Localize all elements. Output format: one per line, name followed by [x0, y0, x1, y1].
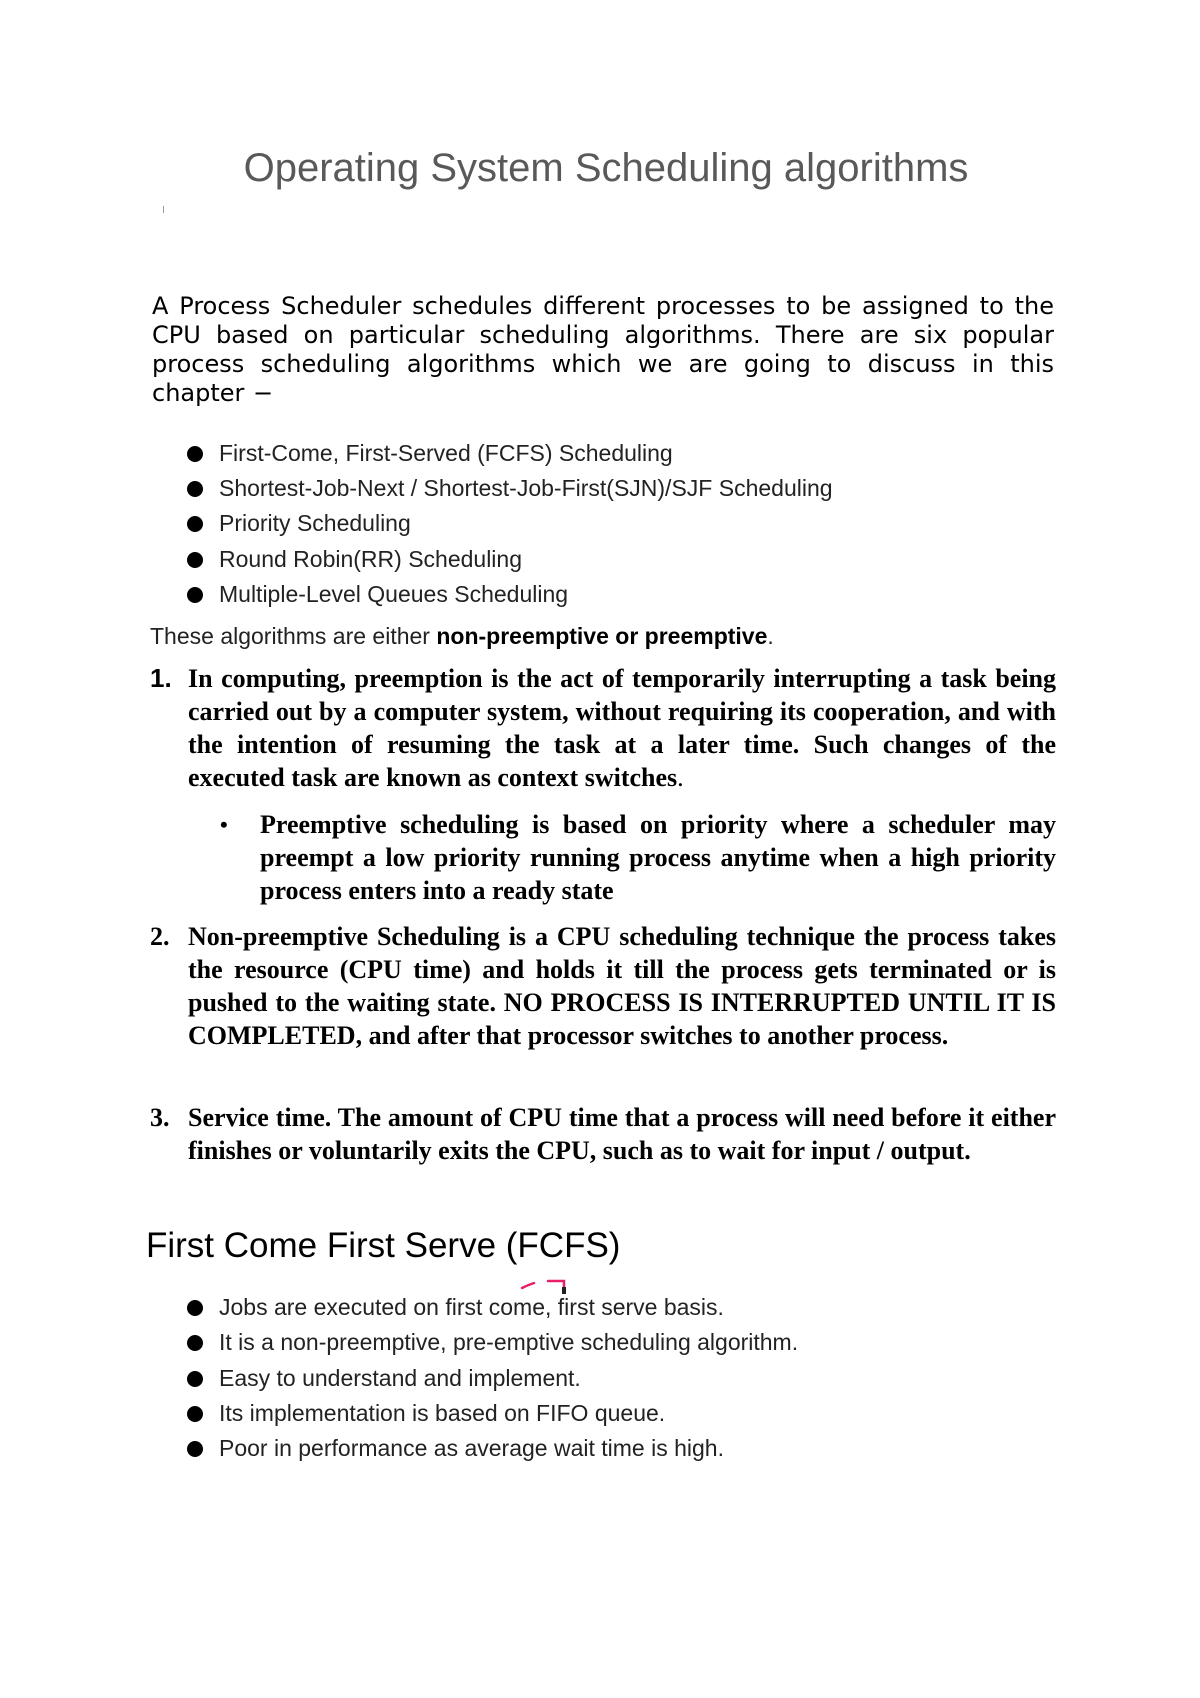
- page-title: Operating System Scheduling algorithms: [243, 146, 969, 190]
- bullet-icon: [187, 481, 203, 497]
- bullet-icon: [187, 516, 203, 532]
- sub-bullet-preemptive: • Preemptive scheduling is based on priority where a scheduler may preempt a low priority running process anytime when a high priority process enters into a ready state: [220, 810, 1056, 905]
- types-emphasis: non-preemptive or preemptive: [436, 623, 768, 649]
- bullet-icon: [187, 1441, 203, 1457]
- item-number: 1.: [150, 663, 172, 693]
- fcfs-heading: First Come First Serve (FCFS): [146, 1226, 621, 1265]
- bullet-icon: [187, 1335, 203, 1351]
- algorithm-types-line: These algorithms are either non-preemptive or preemptive.: [150, 623, 774, 649]
- bullet-icon: •: [220, 812, 228, 837]
- bullet-icon: [187, 587, 203, 603]
- bullet-icon: [187, 552, 203, 568]
- numbered-item-non-preemptive: 2. Non-preemptive Scheduling is a CPU scheduling technique the process takes the resource (CPU time) and holds it till the process gets terminated or is pushed to the waiting state. NO PROCESS IS INTERRUPTED UNTIL IT IS COMPLETED, and after that processor switches to another process.: [150, 922, 1056, 1050]
- bullet-icon: [187, 1300, 203, 1316]
- bullet-icon: [187, 1406, 203, 1422]
- intro-paragraph: A Process Scheduler schedules different processes to be assigned to the CPU based on particular scheduling algorithms. There are six popular process scheduling algorithms which we are going to discuss in this chapter −: [152, 292, 1054, 407]
- numbered-item-preemption: 1. In computing, preemption is the act of temporarily interrupting a task being carried out by a computer system, without requiring its cooperation, and with the intention of resuming the task at a later time. Such changes of the executed task are known as context switches.: [150, 663, 1056, 792]
- bullet-icon: [187, 446, 203, 462]
- item-number: 3.: [150, 1103, 170, 1132]
- item-number: 2.: [150, 922, 170, 951]
- numbered-item-service-time: 3. Service time. The amount of CPU time that a process will need before it either finishes or voluntarily exits the CPU, such as to wait for input / output.: [150, 1103, 1056, 1165]
- document-page: Operating System Scheduling algorithms A Process Scheduler schedules different processes to be assigned to the CPU based on particular scheduling algorithms. There are six popular process scheduling algorithms which we are going to discuss in this chapter − First-Come, First-Served (FCFS) Scheduling Shortest-Job-Next / Shortest-Job-First(SJN)/SJF Scheduling Priority Scheduling Round Robin(RR) Scheduling Multiple-Level Queues Scheduling These algorithms are either non-preemptive or preemptive. 1. In computing, preemption is the act of temporarily interrupting a task being carried out by a computer system, without requiring its cooperation, and with the intention of resuming the task at a later time. Such changes of the executed task are known as context switches. • Preemptive scheduling is based on priority where a scheduler may preempt a low priority running process anytime when a high priority process enters into a ready state 2. Non-preemptive Scheduling is a CPU scheduling technique the process takes the resource (CPU time) and holds it till the process gets terminated or is pushed to the waiting state. NO PROCESS IS INTERRUPTED UNTIL IT IS COMPLETED, and after that processor switches to another process. 3. Service time. The amount of CPU time that a process will need before it either finishes or voluntarily exits the CPU, such as to wait for input / output. First Come First Serve (FCFS) Jobs are executed on first come, first serve basis. It is a non-preemptive, pre-emptive scheduling algorithm. Easy to understand and implement. Its implementation is based on FIFO queue. Poor in performance as average wait time is high.: [0, 0, 1200, 1698]
- bullet-icon: [187, 1371, 203, 1387]
- stray-mark: [163, 206, 164, 213]
